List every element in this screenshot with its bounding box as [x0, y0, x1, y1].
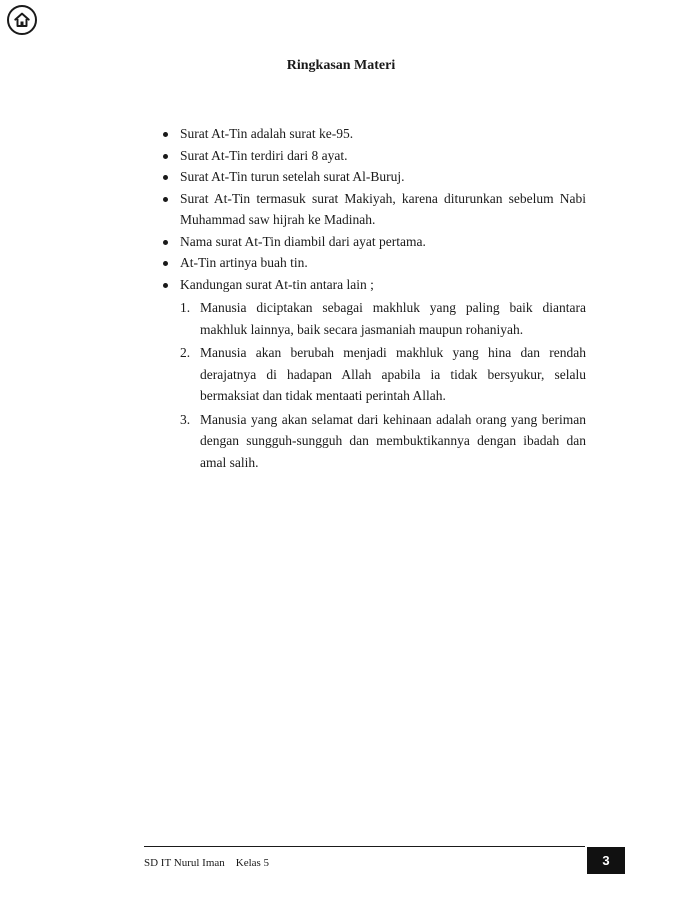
- footer-class: Kelas 5: [235, 857, 270, 869]
- page-title: Ringkasan Materi: [286, 58, 396, 73]
- kandungan-list: [180, 297, 586, 473]
- list-item: [160, 145, 586, 167]
- summary-content: [160, 123, 586, 475]
- sub-list-text: Manusia yang akan selamat dari kehinaan adalah orang yang beriman dengan sungguh-sungguh dan membuktikannya dengan ibadah dan amal salih.: [200, 411, 586, 470]
- list-item: [160, 123, 586, 145]
- sub-list-text: Manusia akan berubah menjadi makhluk yang hina dan rendah derajatnya di hadapan Allah apabila ia tidak bersyukur, selalu bermaksiat dan tidak mentaati perintah Allah.: [200, 345, 586, 403]
- list-item: [160, 166, 586, 188]
- sub-list-text: Manusia diciptakan sebagai makhluk yang paling baik diantara makhluk lainnya, baik secara jasmaniah maupun rohaniyah.: [200, 300, 586, 337]
- footer-school: SD IT Nurul Iman: [144, 857, 225, 869]
- list-item-text: Nama surat At-Tin diambil dari ayat pertama.: [180, 233, 426, 249]
- page-number: 3: [587, 847, 625, 874]
- sub-list-item: [180, 409, 586, 474]
- home-icon: [13, 11, 31, 29]
- list-item: [160, 274, 586, 474]
- list-item-text: Surat At-Tin turun setelah surat Al-Buruj.: [180, 169, 405, 184]
- summary-list: [160, 123, 586, 473]
- footer-divider: [144, 846, 585, 847]
- list-item: [160, 252, 586, 274]
- list-item-text: Surat At-Tin terdiri dari 8 ayat.: [180, 147, 348, 163]
- footer-text: [144, 857, 269, 869]
- sub-list-item: [180, 297, 586, 340]
- list-item: [160, 231, 586, 253]
- list-item-text: Kandungan surat At-tin antara lain ;: [180, 276, 374, 292]
- sub-list-number: 3.: [180, 411, 191, 427]
- list-item: [160, 188, 586, 231]
- list-item-text: Surat At-Tin adalah surat ke-95.: [180, 126, 354, 141]
- home-button[interactable]: [7, 5, 37, 35]
- list-item-text: Surat At-Tin termasuk surat Makiyah, karena diturunkan sebelum Nabi Muhammad saw hijrah ke Madinah.: [180, 190, 586, 227]
- sub-list-number: 2.: [180, 345, 191, 360]
- sub-list-number: 1.: [180, 300, 191, 315]
- sub-list-item: [180, 342, 586, 407]
- list-item-text: At-Tin artinya buah tin.: [180, 255, 308, 270]
